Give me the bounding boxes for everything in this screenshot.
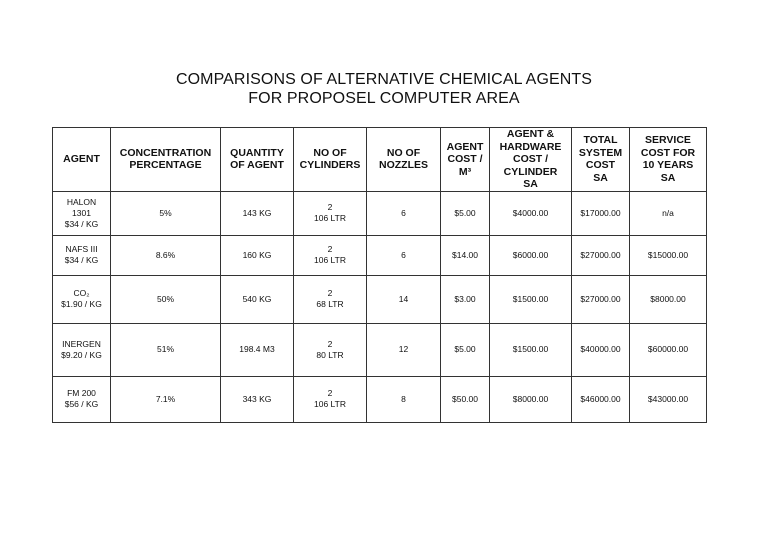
header-text: SERVICE [645,134,691,147]
cell-text: 1301 [72,207,91,218]
header-text: SYSTEM [578,146,623,159]
header-cylinders [294,128,367,192]
header-text: SA [523,178,538,190]
cell-hardware-cost: $8000.00 [490,376,572,422]
cell-text: 106 LTR [314,255,346,265]
cell-text: 106 LTR [314,213,346,223]
header-text: CONCENTRATION [119,146,212,159]
cell-cylinders [294,235,367,275]
cell-text: CO₂ [73,288,90,298]
cell-agent-cost: $3.00 [441,275,490,323]
header-text: SA [593,171,608,184]
cell-hardware-cost: $6000.00 [490,235,572,275]
cell-text: 80 LTR [316,349,344,360]
cell-concentration: 5% [111,191,221,235]
header-service-cost [630,128,707,192]
header-text: COST FOR [640,146,696,159]
cell-text: 2 [327,202,333,212]
header-agent-cost [441,128,490,192]
header-text: AGENT & [506,128,555,140]
cell-concentration: 8.6% [111,235,221,275]
cell-agent-cost: $14.00 [441,235,490,275]
cell-total-cost: $27000.00 [572,275,630,323]
cell-nozzles: 6 [367,235,441,275]
cell-quantity: 160 KG [221,235,294,275]
cell-cylinders [294,191,367,235]
cell-text: 68 LTR [316,299,344,309]
header-text: NO OF [313,146,347,159]
header-text: PERCENTAGE [129,159,202,172]
cell-agent-cost: $50.00 [441,376,490,422]
cell-quantity: 143 KG [221,191,294,235]
cell-total-cost: $46000.00 [572,376,630,422]
cell-text: 2 [327,388,333,398]
cell-cylinders [294,275,367,323]
cell-total-cost: $17000.00 [572,191,630,235]
cell-agent [53,323,111,376]
cell-text: $9.20 / KG [61,349,102,360]
header-concentration [111,128,221,192]
cell-service-cost: $43000.00 [630,376,707,422]
header-text: 10 YEARS [642,159,694,172]
cell-agent [53,376,111,422]
header-text: AGENT [63,153,100,165]
header-agent [53,128,111,192]
cell-service-cost: $60000.00 [630,323,707,376]
header-row [53,128,707,192]
cell-agent [53,235,111,275]
cell-nozzles: 12 [367,323,441,376]
cell-agent-cost: $5.00 [441,191,490,235]
cell-hardware-cost: $4000.00 [490,191,572,235]
cell-nozzles: 14 [367,275,441,323]
cell-text: FM 200 [67,388,96,398]
header-text: SA [660,171,676,184]
cell-text: 2 [327,288,333,298]
cell-agent-cost: $5.00 [441,323,490,376]
cell-agent [53,191,111,235]
header-text: COST / [512,153,548,165]
cell-text: INERGEN [62,338,101,349]
cell-text: $56 / KG [64,399,99,409]
header-text: M³ [458,165,472,178]
cell-text: $34 / KG [64,255,99,265]
header-hardware-cost [490,128,572,192]
header-text: NO OF [386,146,421,159]
table-row [53,376,707,422]
header-text: CYLINDER [503,165,558,178]
cell-service-cost: n/a [630,191,707,235]
cell-quantity: 343 KG [221,376,294,422]
cell-nozzles: 6 [367,191,441,235]
cell-text: HALON [66,196,97,207]
header-text: NOZZLES [379,159,428,172]
header-text: AGENT [446,140,484,153]
cell-quantity: 198.4 M3 [221,323,294,376]
document-title [0,70,768,108]
cell-quantity: 540 KG [221,275,294,323]
title-line-1: COMPARISONS OF ALTERNATIVE CHEMICAL AGENTS [175,71,593,88]
header-text: COST / [447,153,483,165]
cell-text: $34 / KG [64,218,99,229]
cell-service-cost: $8000.00 [630,275,707,323]
cell-text: 106 LTR [314,399,346,409]
header-nozzles [367,128,441,192]
header-text: OF AGENT [230,159,284,172]
title-line-2: FOR PROPOSEL COMPUTER AREA [248,90,520,107]
cell-text: $1.90 / KG [61,299,102,309]
table-row [53,235,707,275]
cell-cylinders [294,376,367,422]
cell-text: 2 [327,244,333,254]
header-text: HARDWARE [499,140,562,153]
cell-cylinders [294,323,367,376]
cell-total-cost: $27000.00 [572,235,630,275]
table-row [53,191,707,235]
cell-nozzles: 8 [367,376,441,422]
header-total-cost [572,128,630,192]
header-text: COST [585,159,616,172]
header-quantity [221,128,294,192]
cell-total-cost: $40000.00 [572,323,630,376]
cell-concentration: 51% [111,323,221,376]
cell-text: 2 [327,338,333,349]
cell-concentration: 7.1% [111,376,221,422]
cell-agent [53,275,111,323]
table-row [53,275,707,323]
cell-text: NAFS III [65,244,98,254]
comparison-table [52,127,707,423]
header-text: CYLINDERS [299,159,361,172]
cell-service-cost: $15000.00 [630,235,707,275]
cell-concentration: 50% [111,275,221,323]
cell-hardware-cost: $1500.00 [490,275,572,323]
header-text: TOTAL [583,134,618,147]
cell-hardware-cost: $1500.00 [490,323,572,376]
table-row [53,323,707,376]
header-text: QUANTITY [230,146,284,159]
